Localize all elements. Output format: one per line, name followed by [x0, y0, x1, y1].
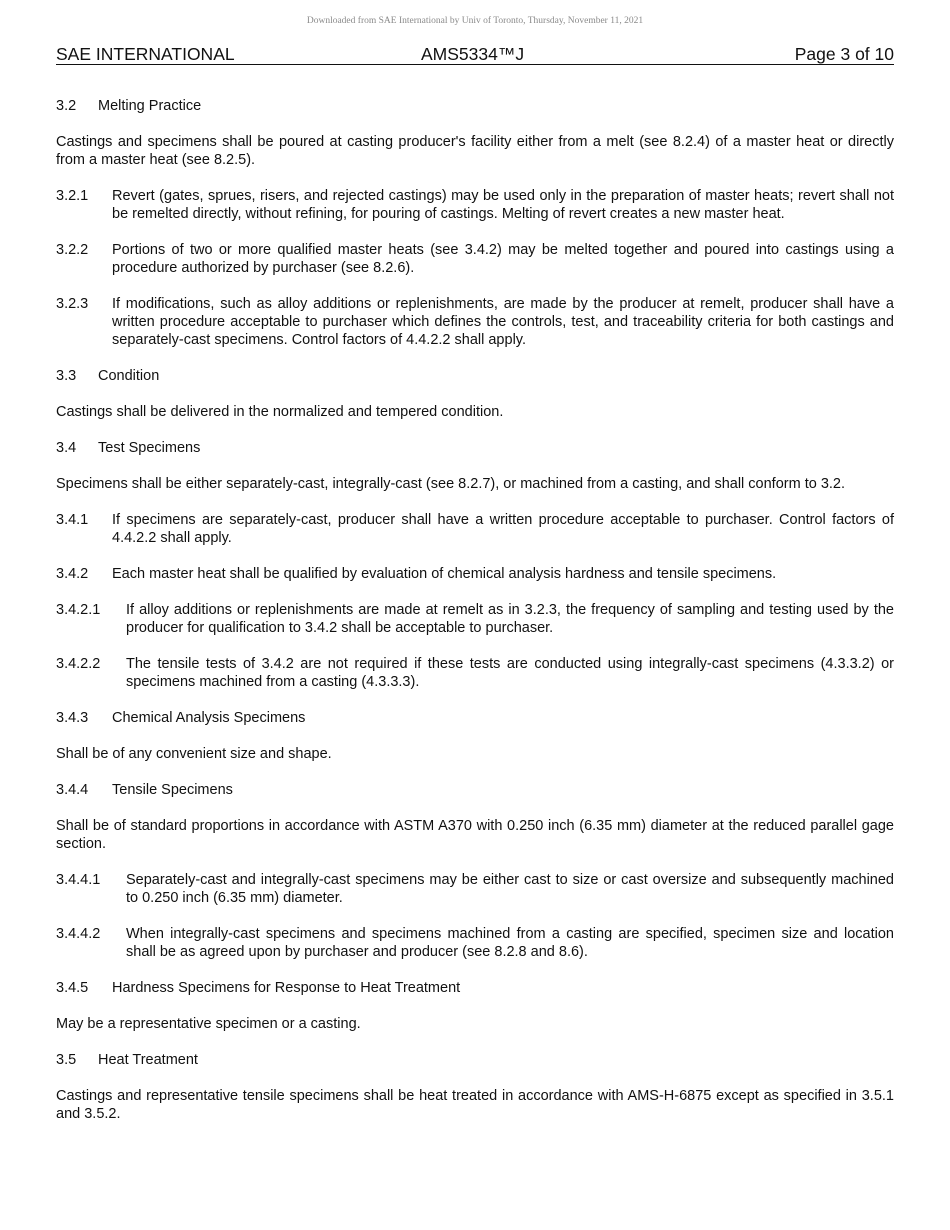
section-title: Condition — [98, 368, 160, 384]
section-title: Heat Treatment — [98, 1052, 198, 1068]
clause-number: 3.4.2.2 — [56, 656, 101, 672]
section-number: 3.4.5 — [56, 980, 89, 996]
section-number: 3.2 — [56, 98, 77, 114]
section-number: 3.4.3 — [56, 710, 89, 726]
clause-text: Portions of two or more qualified master heats (see 3.4.2) may be melted together and poured into castings using a procedure authorized by purchaser (see 8.2.6). — [112, 242, 894, 276]
section-title: Hardness Specimens for Response to Heat Treatment — [112, 980, 461, 996]
page-header — [56, 44, 894, 65]
clause-number: 3.2.3 — [56, 296, 89, 312]
section-title: Chemical Analysis Specimens — [112, 710, 306, 726]
section-title: Test Specimens — [98, 440, 201, 456]
clause-number: 3.4.2 — [56, 566, 89, 582]
clause-number: 3.2.1 — [56, 188, 89, 204]
clause-text: When integrally-cast specimens and specimens machined from a casting are specified, specimen size and location shall be as agreed upon by purchaser and producer (see 8.2.8 and 8.6). — [126, 926, 894, 960]
document-body — [56, 97, 894, 1141]
clause-3-4-1 — [56, 511, 894, 547]
paragraph-3-4-3: Shall be of any convenient size and shape. — [56, 746, 332, 762]
clause-3-2-2 — [56, 241, 894, 277]
section-number: 3.5 — [56, 1052, 77, 1068]
header-organization: SAE INTERNATIONAL — [56, 44, 235, 64]
clause-number: 3.4.2.1 — [56, 602, 101, 618]
clause-number: 3.2.2 — [56, 242, 89, 258]
section-heading-3-4-3 — [56, 709, 894, 727]
clause-3-4-2 — [56, 565, 894, 583]
section-heading-3-4-5 — [56, 979, 894, 997]
header-page-number: Page 3 of 10 — [794, 44, 894, 64]
download-notice: Downloaded from SAE International by Univ of Toronto, Thursday, November 11, 2021 — [306, 16, 644, 26]
clause-number: 3.4.4.1 — [56, 872, 101, 888]
clause-text: Separately-cast and integrally-cast specimens may be either cast to size or cast oversize and subsequently machined to 0.250 inch (6.35 mm) diameter. — [126, 872, 894, 906]
clause-text: If modifications, such as alloy additions or replenishments, are made by the producer at remelt, producer shall have a written procedure acceptable to purchaser which defines the controls, test, and traceability criteria for both castings and separately-cast specimens. Control factors of 4.4.2.2 shall apply. — [112, 296, 894, 348]
header-document-id: AMS5334™J — [421, 44, 525, 64]
clause-3-4-4-1 — [56, 871, 894, 907]
clause-number: 3.4.1 — [56, 512, 89, 528]
section-number: 3.4 — [56, 440, 77, 456]
section-number: 3.3 — [56, 368, 77, 384]
section-heading-3-5 — [56, 1051, 894, 1069]
paragraph-3-2: Castings and specimens shall be poured at casting producer's facility either from a melt (see 8.2.4) of a master heat or directly from a master heat (see 8.2.5). — [56, 134, 894, 168]
clause-text: If alloy additions or replenishments are made at remelt as in 3.2.3, the frequency of sampling and testing used by the producer for qualification to 3.4.2 shall be acceptable to purchaser. — [126, 602, 894, 636]
paragraph-3-4-4: Shall be of standard proportions in accordance with ASTM A370 with 0.250 inch (6.35 mm) diameter at the reduced parallel gage section. — [56, 818, 894, 852]
clause-number: 3.4.4.2 — [56, 926, 101, 942]
clause-text: The tensile tests of 3.4.2 are not required if these tests are conducted using integrally-cast specimens (4.3.3.2) or specimens machined from a casting (4.3.3.3). — [126, 656, 894, 690]
section-heading-3-4-4 — [56, 781, 894, 799]
clause-text: If specimens are separately-cast, producer shall have a written procedure acceptable to purchaser. Control factors of 4.4.2.2 shall apply. — [112, 512, 894, 546]
section-heading-3-2 — [56, 97, 894, 115]
clause-text: Revert (gates, sprues, risers, and rejected castings) may be used only in the preparation of master heats; revert shall not be remelted directly, without refining, for pouring of castings. Melting of revert creates a new master heat. — [112, 188, 894, 222]
section-number: 3.4.4 — [56, 782, 89, 798]
section-heading-3-3 — [56, 367, 894, 385]
paragraph-3-4: Specimens shall be either separately-cast, integrally-cast (see 8.2.7), or machined from a casting, and shall conform to 3.2. — [56, 476, 846, 492]
paragraph-3-3: Castings shall be delivered in the normalized and tempered condition. — [56, 404, 504, 420]
clause-3-4-4-2 — [56, 925, 894, 961]
section-title: Melting Practice — [98, 98, 202, 114]
paragraph-3-5: Castings and representative tensile specimens shall be heat treated in accordance with AMS-H-6875 except as specified in 3.5.1 and 3.5.2. — [56, 1088, 894, 1122]
section-title: Tensile Specimens — [112, 782, 233, 798]
clause-3-4-2-2 — [56, 655, 894, 691]
paragraph-3-4-5: May be a representative specimen or a casting. — [56, 1016, 361, 1032]
clause-3-2-1 — [56, 187, 894, 223]
section-heading-3-4 — [56, 439, 894, 457]
clause-text: Each master heat shall be qualified by evaluation of chemical analysis hardness and tensile specimens. — [112, 566, 777, 582]
clause-3-2-3 — [56, 295, 894, 349]
clause-3-4-2-1 — [56, 601, 894, 637]
